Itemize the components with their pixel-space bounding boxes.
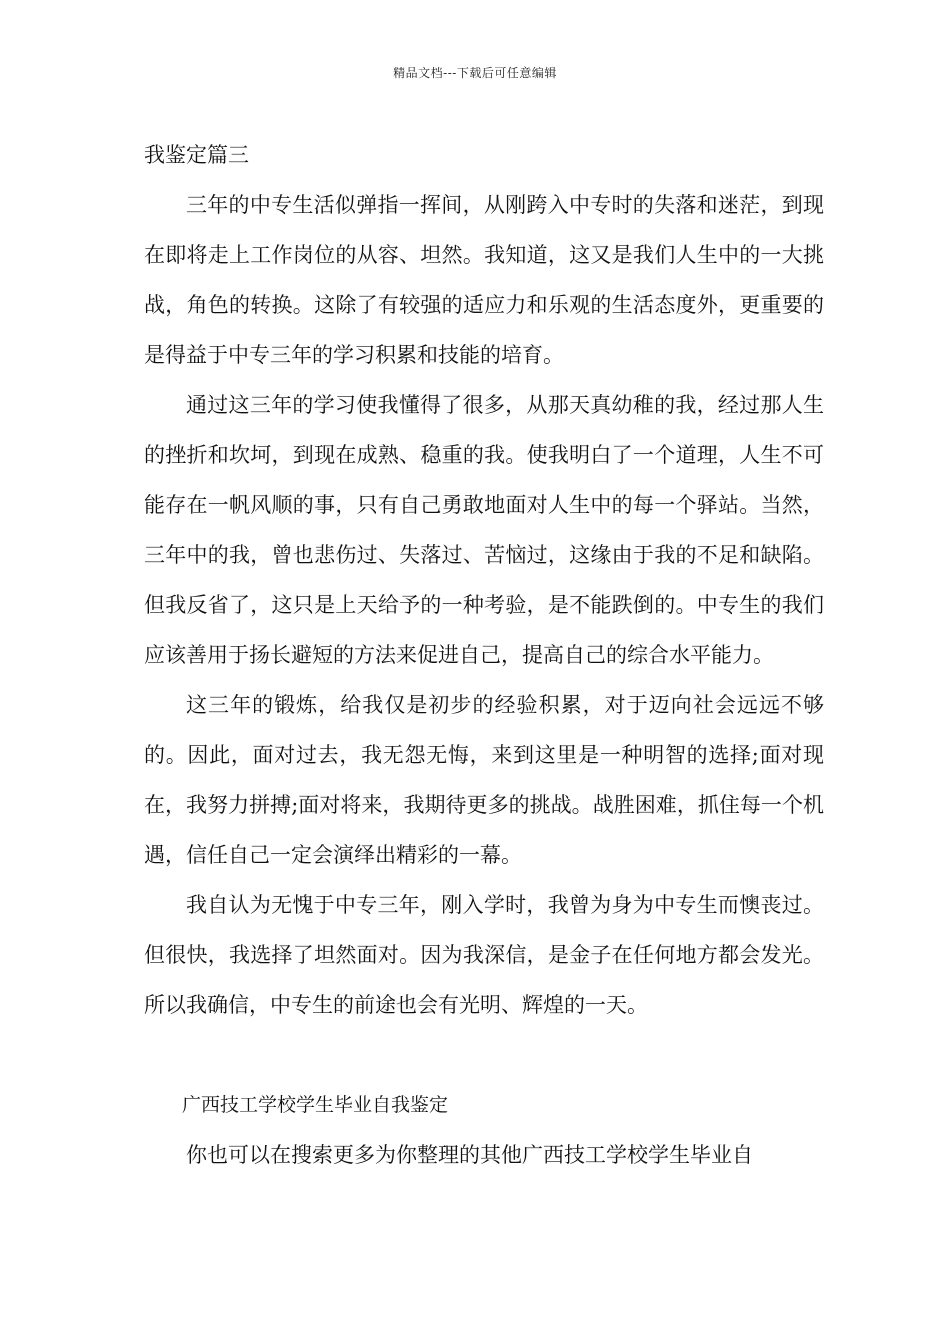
- page-header: 精品文档---下载后可任意编辑: [393, 66, 557, 80]
- blank-line: [144, 1030, 824, 1080]
- document-body: [144, 130, 824, 1180]
- paragraph-2: 通过这三年的学习使我懂得了很多，从那天真幼稚的我，经过那人生的挫折和坎坷，到现在成熟、稳重的我。使我明白了一个道理，人生不可能存在一帆风顺的事，只有自己勇敢地面对人生中的每一个驿站。当然，三年中的我，曾也悲伤过、失落过、苦恼过，这缘由于我的不足和缺陷。但我反省了，这只是上天给予的一种考验，是不能跌倒的。中专生的我们应该善用于扬长避短的方法来促进自己，提高自己的综合水平能力。: [144, 393, 824, 667]
- section-title: 我鉴定篇三: [144, 143, 249, 167]
- paragraph-3: 这三年的锻炼，给我仅是初步的经验积累，对于迈向社会远远不够的。因此，面对过去，我无怨无悔，来到这里是一种明智的选择;面对现在，我努力拼搏;面对将来，我期待更多的挑战。战胜困难，抓住每一个机遇，信任自己一定会演绎出精彩的一幕。: [144, 693, 824, 867]
- paragraph-1: 三年的中专生活似弹指一挥间，从刚跨入中专时的失落和迷茫，到现在即将走上工作岗位的从容、坦然。我知道，这又是我们人生中的一大挑战，角色的转换。这除了有较强的适应力和乐观的生活态度外，更重要的是得益于中专三年的学习积累和技能的培育。: [144, 193, 824, 367]
- paragraph-4: 我自认为无愧于中专三年，刚入学时，我曾为身为中专生而懊丧过。但很快，我选择了坦然面对。因为我深信，是金子在任何地方都会发光。所以我确信，中专生的前途也会有光明、辉煌的一天。: [144, 893, 824, 1017]
- section-2-heading: 广西技工学校学生毕业自我鉴定: [182, 1094, 449, 1116]
- section-2-paragraph: 你也可以在搜索更多为你整理的其他广西技工学校学生毕业自: [186, 1143, 753, 1167]
